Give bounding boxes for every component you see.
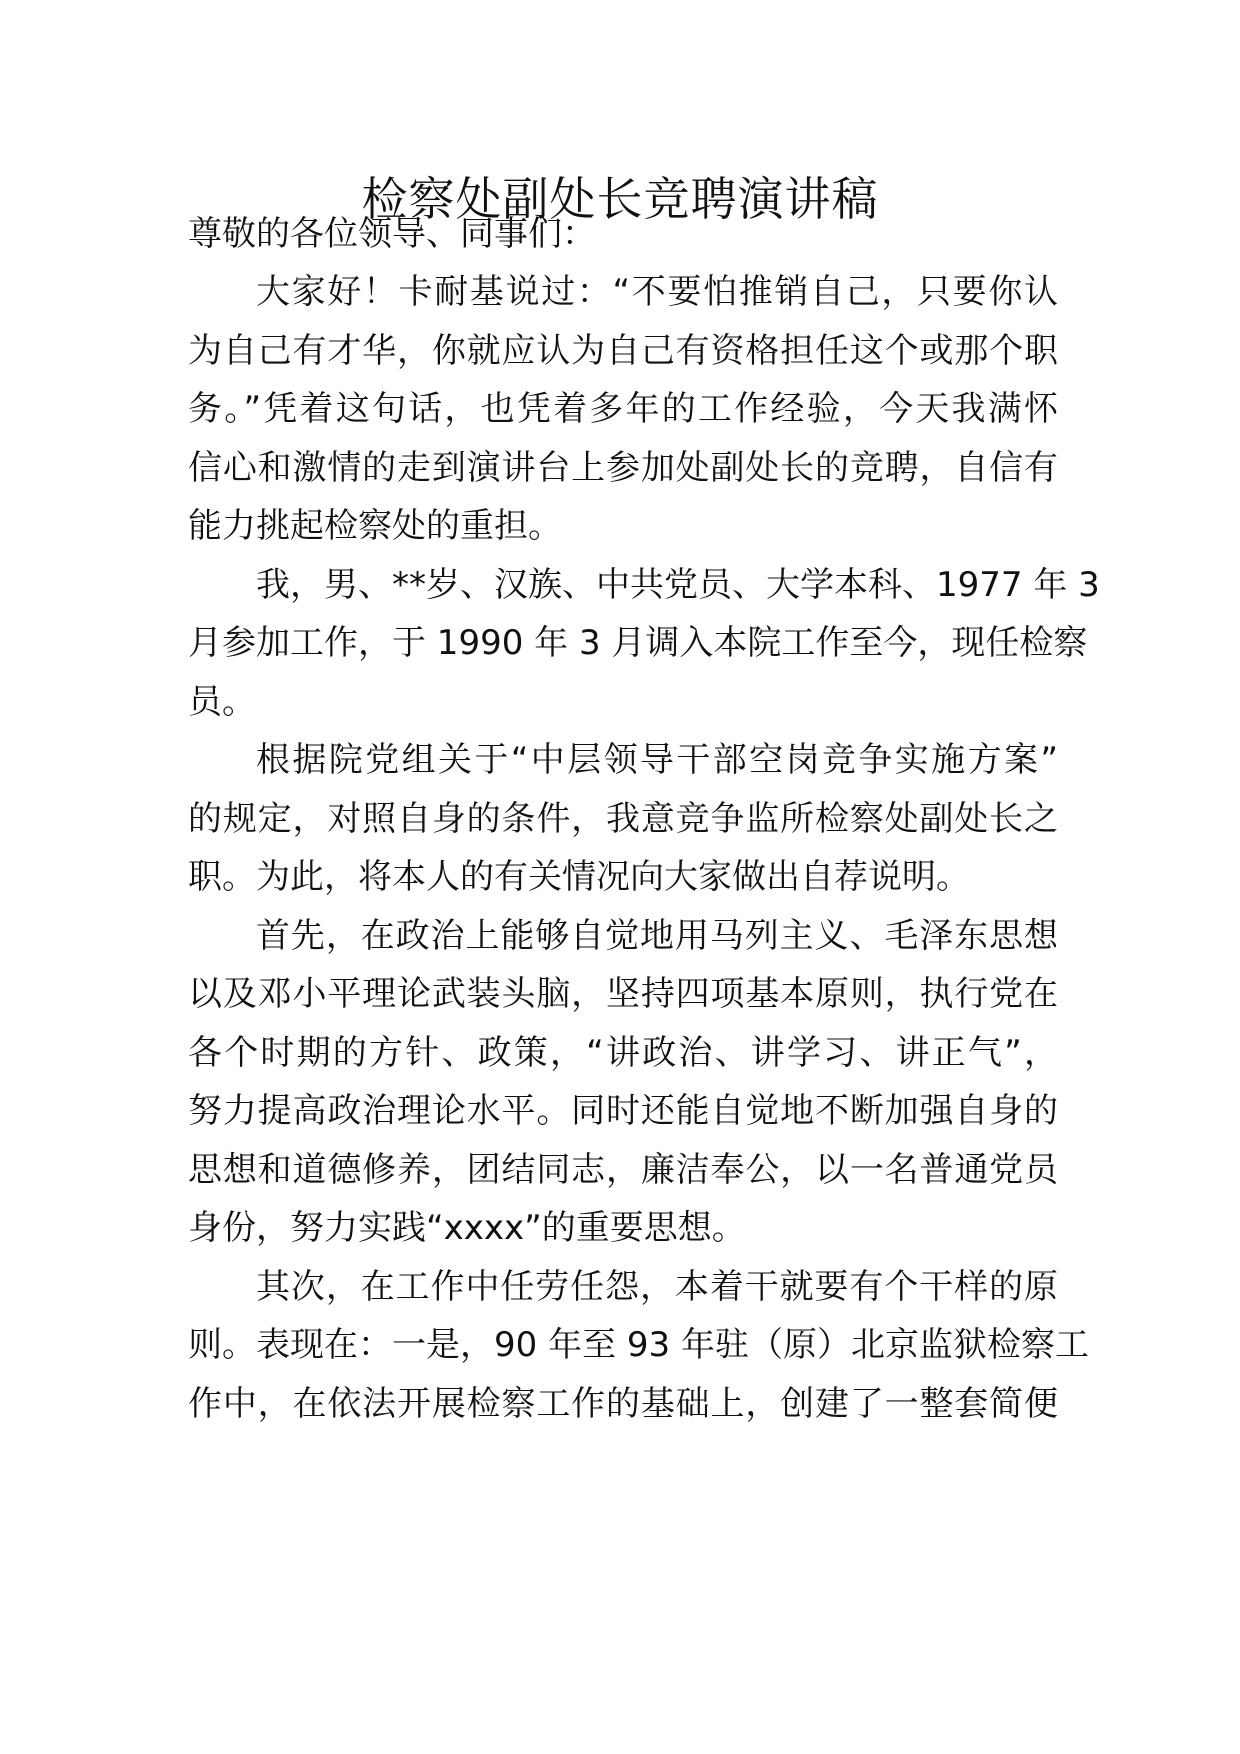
paragraph-line: 首先，在政治上能够自觉地用马列主义、毛泽东思想 (256, 916, 1058, 956)
paragraph-line: 根据院党组关于“中层领导干部空岗竞争实施方案” (256, 740, 1058, 780)
document-title: 检察处副处长竞聘演讲稿 (361, 172, 879, 226)
paragraph-line: 月参加工作，于 1990 年 3 月调入本院工作至今，现任检察 (188, 623, 1088, 663)
salutation: 尊敬的各位领导、同事们： (188, 214, 596, 254)
paragraph-line: 以及邓小平理论武装头脑，坚持四项基本原则，执行党在 (188, 974, 1058, 1014)
paragraph-line: 的规定，对照自身的条件，我意竞争监所检察处副处长之 (188, 799, 1058, 839)
paragraph-line: 则。表现在：一是，90 年至 93 年驻（原）北京监狱检察工 (188, 1325, 1089, 1365)
paragraph-line: 作中，在依法开展检察工作的基础上，创建了一整套简便 (188, 1384, 1058, 1424)
paragraph-line: 大家好！卡耐基说过：“不要怕推销自己，只要你认 (256, 272, 1058, 312)
paragraph-line: 思想和道德修养，团结同志，廉洁奉公，以一名普通党员 (188, 1150, 1058, 1190)
paragraph-line: 为自己有才华，你就应认为自己有资格担任这个或那个职 (188, 331, 1058, 371)
paragraph-line: 身份，努力实践“xxxx”的重要思想。 (188, 1208, 746, 1248)
paragraph-line: 员。 (188, 682, 256, 722)
paragraph-line: 职。为此，将本人的有关情况向大家做出自荐说明。 (188, 857, 970, 897)
paragraph-line: 信心和激情的走到演讲台上参加处副处长的竞聘，自信有 (188, 448, 1058, 488)
paragraph-line: 能力挑起检察处的重担。 (188, 506, 562, 546)
paragraph-line: 务。”凭着这句话，也凭着多年的工作经验，今天我满怀 (188, 389, 1058, 429)
paragraph-line: 各个时期的方针、政策，“讲政治、讲学习、讲正气”， (188, 1033, 1058, 1073)
paragraph-line: 我，男、**岁、汉族、中共党员、大学本科、1977 年 3 (256, 565, 1100, 605)
paragraph-line: 努力提高政治理论水平。同时还能自觉地不断加强自身的 (188, 1091, 1058, 1131)
paragraph-line: 其次，在工作中任劳任怨，本着干就要有个干样的原 (256, 1267, 1058, 1307)
